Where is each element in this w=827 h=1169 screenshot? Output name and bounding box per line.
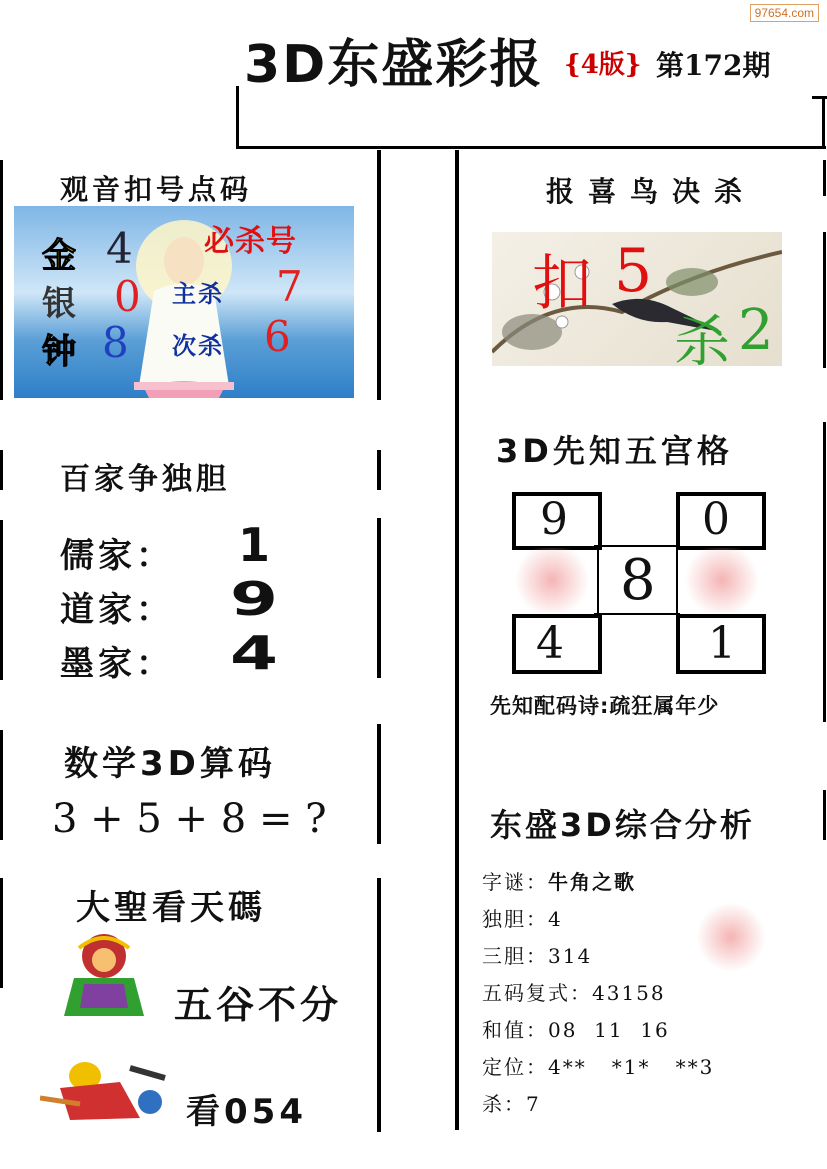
- zhusha-number: 7: [276, 262, 303, 311]
- cisha-number: 6: [264, 312, 291, 361]
- guanyin-heading: 观音扣号点码: [60, 173, 253, 206]
- kou-number: 5: [614, 236, 653, 306]
- dao-number: 9: [230, 572, 285, 626]
- silver-label: 银: [42, 284, 80, 324]
- right-border-4: [823, 790, 826, 840]
- left-border-5: [0, 878, 3, 988]
- analysis-row-dingwei: 定位：4** *1* **3: [482, 1055, 715, 1079]
- watermark: 97654.com: [750, 4, 819, 22]
- bisha-label: 必杀号: [204, 224, 297, 259]
- issue-label: 第172期: [656, 49, 771, 82]
- left-border-2: [0, 450, 3, 490]
- gold-number: 4: [106, 224, 133, 273]
- col-divider-left-3: [377, 518, 381, 678]
- guanyin-image: [14, 206, 354, 398]
- newspaper-title: 3D东盛彩报: [244, 35, 544, 95]
- left-border-4: [0, 730, 3, 840]
- zhusha-label: 主杀: [172, 280, 224, 308]
- header-divider: [236, 146, 826, 149]
- analysis-row-hezhi: 和值：08 11 16: [482, 1018, 670, 1042]
- sha-label: 杀: [674, 310, 730, 366]
- analysis-row-sandan: 三胆：314: [482, 944, 593, 968]
- analysis-list: [482, 864, 822, 1123]
- left-border-3: [0, 520, 3, 680]
- grid-center-left: [597, 545, 599, 615]
- blurred-cell-left: [510, 548, 594, 612]
- left-border: [0, 160, 3, 400]
- dao-label: 道家：: [60, 590, 174, 630]
- grid-center-right: [676, 545, 678, 615]
- sha-number: 2: [738, 298, 774, 363]
- analysis-row-dudan: 独胆：4: [482, 907, 563, 931]
- bird-image: [492, 232, 782, 366]
- blurred-cell-right: [680, 548, 764, 612]
- mo-number: 4: [230, 626, 285, 680]
- edition-label: {4版}: [564, 50, 642, 80]
- col-divider-left: [377, 150, 381, 400]
- math-formula: 3 + 5 + 8 = ?: [52, 796, 327, 842]
- kou-label: 扣: [532, 249, 592, 319]
- wugong-poem: 先知配码诗:疏狂属年少: [490, 694, 720, 718]
- grid-number-br: 1: [708, 618, 736, 669]
- col-divider-right: [455, 150, 459, 1130]
- bell-label: 钟: [42, 332, 80, 372]
- gold-label: 金: [42, 236, 80, 276]
- analysis-row-sha: 杀：7: [482, 1092, 541, 1116]
- dasheng-heading: 大聖看天碼: [76, 888, 266, 928]
- right-border: [823, 160, 826, 196]
- kan-numbers: 看054: [186, 1092, 307, 1132]
- baxi-heading: 报喜鸟决杀: [546, 175, 757, 208]
- grid-number-center: 8: [620, 548, 656, 613]
- right-border-2: [823, 232, 826, 368]
- shuxue-heading: 数学3D算码: [64, 744, 276, 784]
- monkey-king-icon: [54, 928, 154, 1018]
- header-divider-vertical: [236, 86, 239, 148]
- col-divider-left-2: [377, 450, 381, 490]
- cisha-label: 次杀: [172, 332, 224, 360]
- grid-number-tl: 9: [540, 494, 568, 545]
- dasheng-phrase: 五谷不分: [174, 983, 343, 1027]
- col-divider-left-5: [377, 878, 381, 1132]
- grid-number-tr: 0: [702, 494, 730, 545]
- ru-label: 儒家：: [60, 536, 174, 576]
- right-border-3: [823, 422, 826, 722]
- silver-number: 0: [114, 272, 141, 321]
- wugong-heading: 3D先知五宫格: [496, 432, 733, 470]
- mo-label: 墨家：: [60, 644, 174, 684]
- grid-center-top: [594, 545, 680, 547]
- bell-number: 8: [102, 318, 129, 367]
- grid-number-bl: 4: [536, 618, 564, 669]
- analysis-row-zimi: 字谜：牛角之歌: [482, 870, 636, 894]
- analysis-row-wuma: 五码复式：43158: [482, 981, 666, 1005]
- monkey-king-fighting-icon: [40, 1058, 170, 1126]
- col-divider-left-4: [377, 724, 381, 844]
- analysis-heading: 东盛3D综合分析: [490, 806, 755, 844]
- grid-center-bottom: [594, 613, 680, 615]
- header-tick-vertical: [822, 96, 825, 148]
- ru-number: 1: [238, 518, 275, 572]
- baijia-heading: 百家争独胆: [60, 462, 230, 497]
